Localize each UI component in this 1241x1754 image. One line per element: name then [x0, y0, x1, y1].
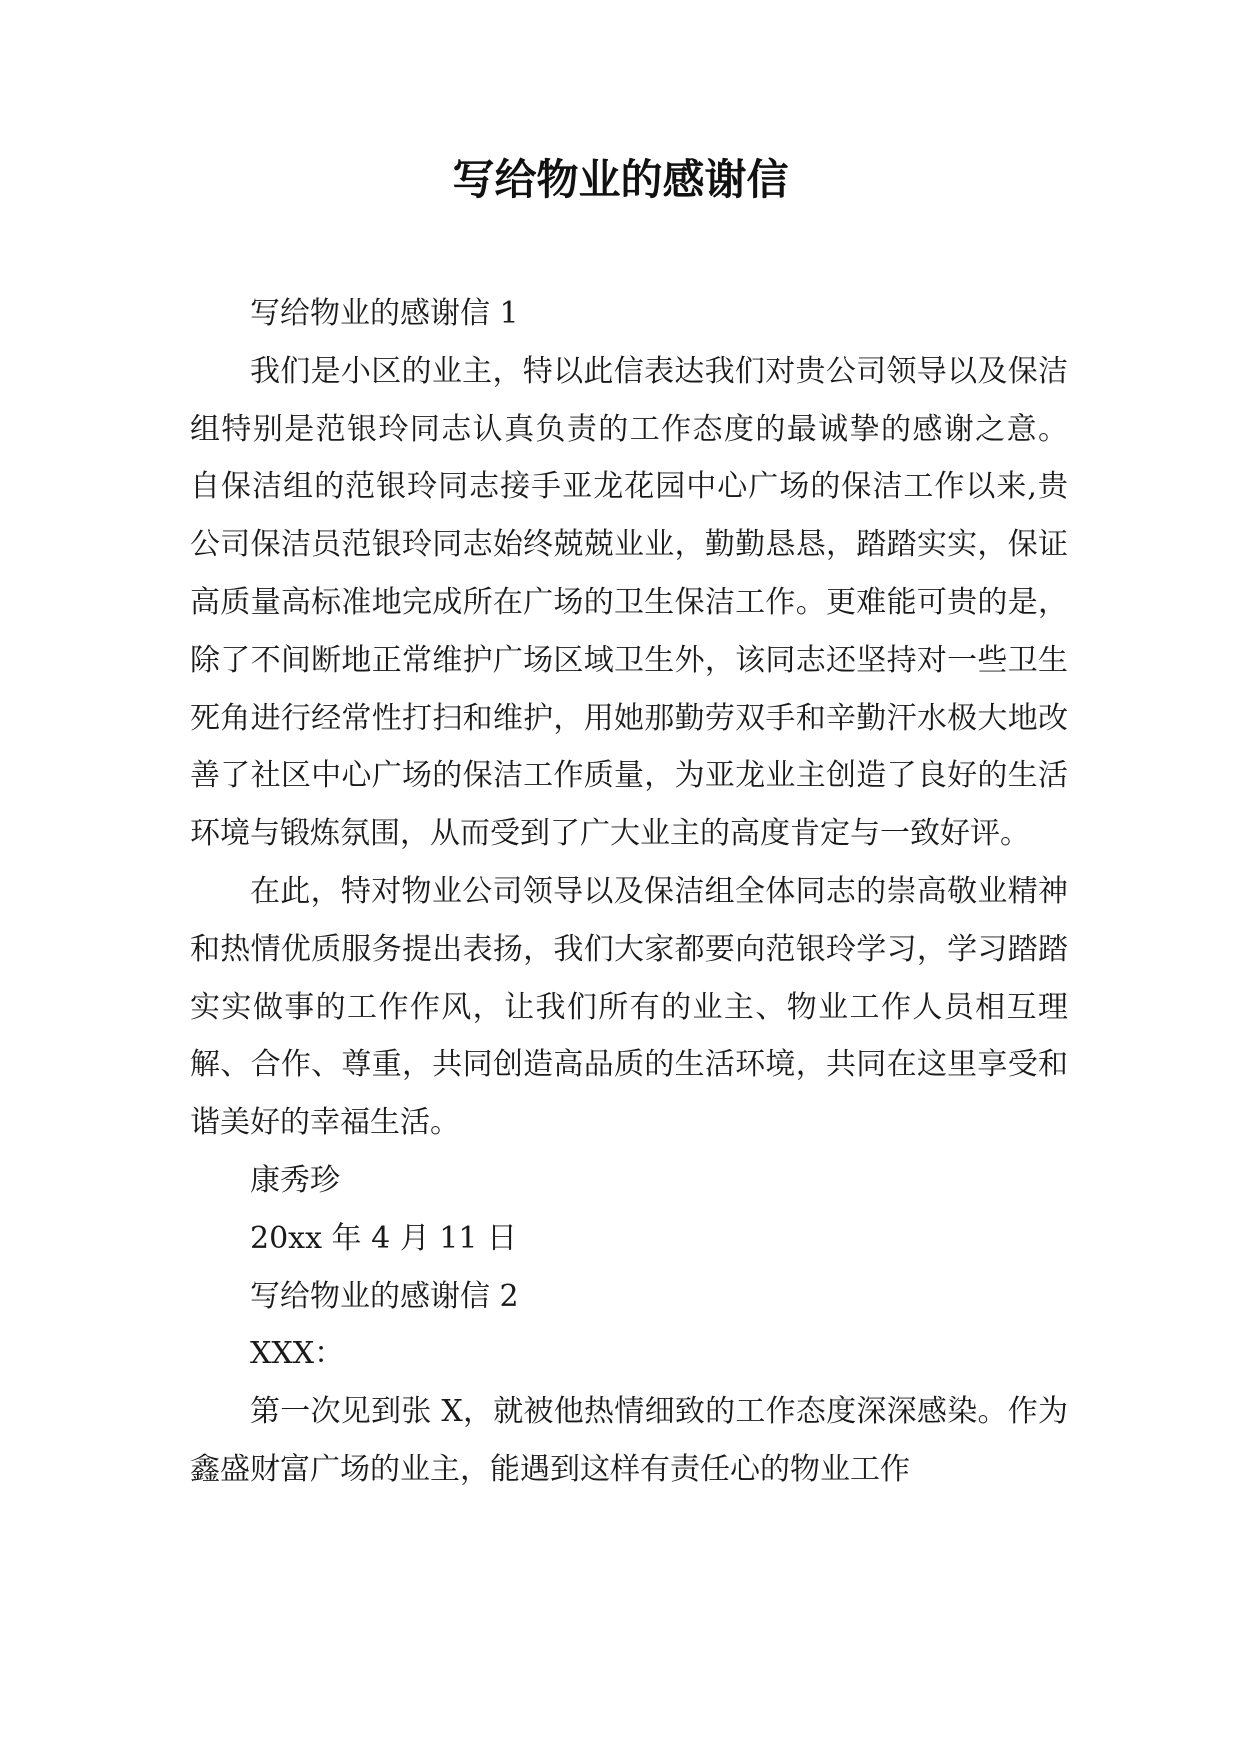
- document-title: 写给物业的感谢信: [452, 155, 789, 204]
- letter-1-heading: 写给物业的感谢信 1: [250, 296, 519, 331]
- letter-2-paragraph-1: 第一次见到张 X，就被他热情细致的工作态度深深感染。作为鑫盛财富广场的业主，能遇到这样有责任心的物业工作: [190, 1394, 1068, 1487]
- letter-2-salutation: XXX：: [250, 1336, 345, 1372]
- letter-1-paragraph-2: 在此，特对物业公司领导以及保洁组全体同志的崇高敬业精神和热情优质服务提出表扬，我们大家都要向范银玲学习，学习踏踏实实做事的工作作风，让我们所有的业主、物业工作人员相互理解、合作、尊重，共同创造高品质的生活环境，共同在这里享受和谐美好的幸福生活。: [190, 873, 1068, 1141]
- letter-2-heading: 写给物业的感谢信 2: [250, 1278, 519, 1314]
- document-body: [190, 285, 1068, 1499]
- letter-1-date: 20xx 年 4 月 11 日: [250, 1220, 517, 1256]
- letter-1-paragraph-1: 我们是小区的业主，特以此信表达我们对贵公司领导以及保洁组特别是范银玲同志认真负责的工作态度的最诚挚的感谢之意。 自保洁组的范银玲同志接手亚龙花园中心广场的保洁工作以来,贵公司保洁员范银玲同志始终兢兢业业，勤勤恳恳，踏踏实实，保证高质量高标准地完成所在广场的卫生保洁工作。更难能可贵的是，除了不间断地正常维护广场区域卫生外，该同志还坚持对一些卫生死角进行经常性打扫和维护，用她那勤劳双手和辛勤汗水极大地改善了社区中心广场的保洁工作质量，为亚龙业主创造了良好的生活环境与锻炼氛围，从而受到了广大业主的高度肯定与一致好评。: [190, 353, 1068, 852]
- letter-1-signature: 康秀珍: [250, 1162, 340, 1198]
